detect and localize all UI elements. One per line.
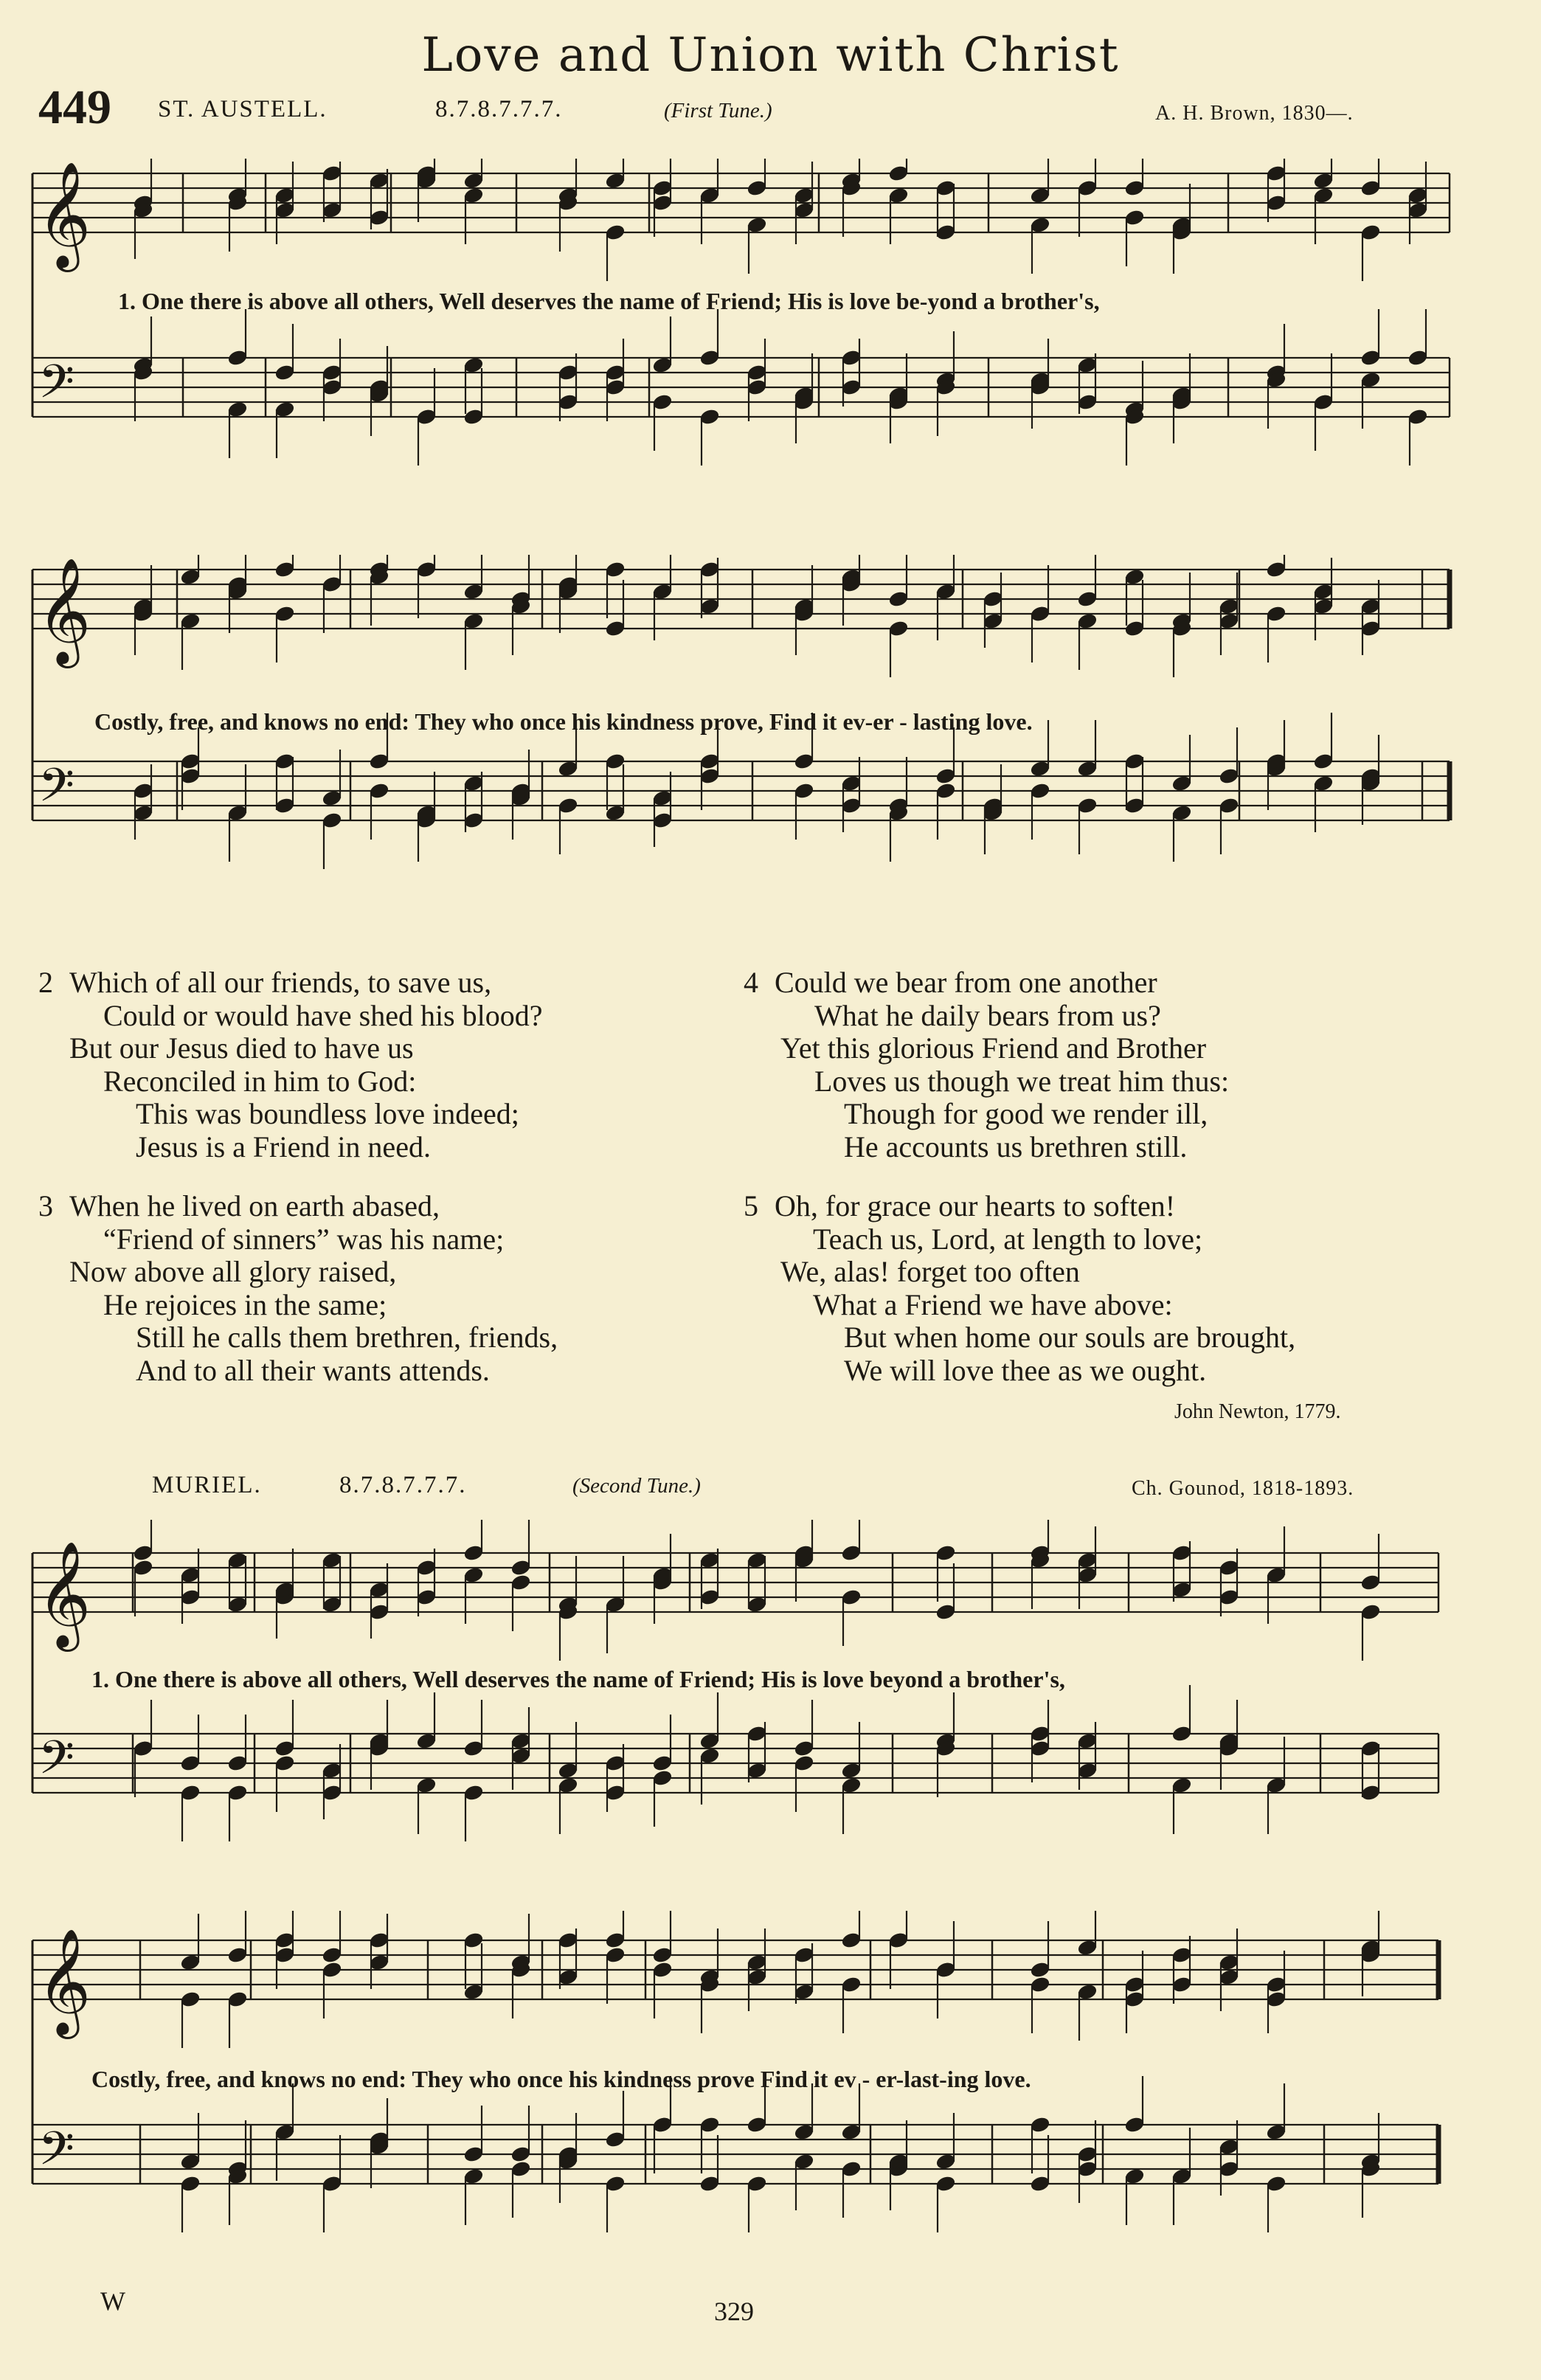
verse-line: Which of all our friends, to save us, (69, 966, 492, 999)
verse-line: Yet this glorious Friend and Brother (780, 1031, 1207, 1065)
verse-line: Jesus is a Friend in need. (136, 1130, 431, 1163)
verse-2 (38, 966, 558, 1163)
verses-right (744, 966, 1295, 1387)
verse-line: Still he calls them brethren, friends, (136, 1321, 558, 1354)
bass-clef-icon: 𝄢 (38, 354, 75, 420)
first-tune-meter: 8.7.8.7.7.7. (435, 96, 563, 122)
second-tune-label: (Second Tune.) (572, 1474, 701, 1498)
verse-line: This was boundless love indeed; (136, 1097, 519, 1130)
verse-line: He accounts us brethren still. (844, 1130, 1188, 1163)
verse-3 (38, 1190, 558, 1387)
treble-clef-icon: 𝄞 (37, 162, 91, 268)
page-number: 329 (714, 2297, 754, 2326)
verse-line: Loves us though we treat him thus: (814, 1064, 1230, 1098)
verse-line: Teach us, Lord, at length to love; (813, 1222, 1203, 1256)
verse-line: He rejoices in the same; (103, 1287, 387, 1321)
verse-line: Oh, for grace our hearts to soften! (775, 1189, 1176, 1222)
verse-author: John Newton, 1779. (1174, 1400, 1341, 1423)
verse-5 (744, 1190, 1295, 1387)
verse-number: 3 (38, 1189, 53, 1222)
verse-line: “Friend of sinners” was his name; (103, 1222, 505, 1256)
first-tune-lyric-1: 1. One there is above all others, Well deserves the name of Friend; His is love be-yond a brother's, (118, 288, 1100, 314)
verse-line: Could or would have shed his blood? (103, 998, 543, 1032)
verse-line: What a Friend we have above: (813, 1287, 1173, 1321)
verse-line: We will love thee as we ought. (844, 1353, 1207, 1387)
second-tune-name: MURIEL. (152, 1472, 262, 1498)
verse-number: 2 (38, 966, 53, 999)
verse-line: Now above all glory raised, (69, 1255, 397, 1288)
verse-line: But our Jesus died to have us (69, 1031, 414, 1065)
first-tune-composer: A. H. Brown, 1830—. (1155, 102, 1354, 125)
hymn-number: 449 (38, 80, 111, 134)
verse-4 (744, 966, 1295, 1163)
verse-line: What he daily bears from us? (814, 998, 1161, 1032)
bass-clef-icon: 𝄢 (38, 2121, 75, 2187)
verse-line: When he lived on earth abased, (69, 1189, 440, 1222)
verse-line: Though for good we render ill, (844, 1097, 1208, 1130)
second-tune-lyric-2: Costly, free, and knows no end: They who once his kindness prove Find it ev - er-last-ing love. (91, 2066, 1031, 2092)
treble-clef-icon: 𝄞 (37, 1928, 91, 2035)
bass-clef-icon: 𝄢 (38, 1730, 75, 1796)
first-tune-label: (First Tune.) (664, 99, 772, 122)
first-tune-name: ST. AUSTELL. (158, 96, 328, 122)
verse-line: And to all their wants attends. (136, 1353, 490, 1387)
treble-clef-icon: 𝄞 (37, 1541, 91, 1647)
first-tune-lyric-2: Costly, free, and knows no end: They who once his kindness prove, Find it ev-er - lasting love. (94, 708, 1033, 735)
verse-line: Reconciled in him to God: (103, 1064, 417, 1098)
second-tune-meter: 8.7.8.7.7.7. (339, 1472, 467, 1498)
treble-clef-icon: 𝄞 (37, 558, 91, 664)
second-tune-lyric-1: 1. One there is above all others, Well deserves the name of Friend; His is love beyond a brother's, (91, 1666, 1065, 1692)
verse-line: Could we bear from one another (775, 966, 1157, 999)
bass-clef-icon: 𝄢 (38, 758, 75, 823)
verses-left (38, 966, 558, 1387)
verse-line: But when home our souls are brought, (844, 1321, 1296, 1354)
verse-line: We, alas! forget too often (780, 1255, 1080, 1288)
page-heading: Love and Union with Christ (421, 28, 1120, 83)
footer-letter: W (100, 2286, 125, 2316)
first-tune-system-2 (0, 555, 1541, 924)
verse-number: 5 (744, 1189, 758, 1222)
second-tune-composer: Ch. Gounod, 1818-1893. (1132, 1477, 1354, 1500)
verse-number: 4 (744, 966, 758, 999)
